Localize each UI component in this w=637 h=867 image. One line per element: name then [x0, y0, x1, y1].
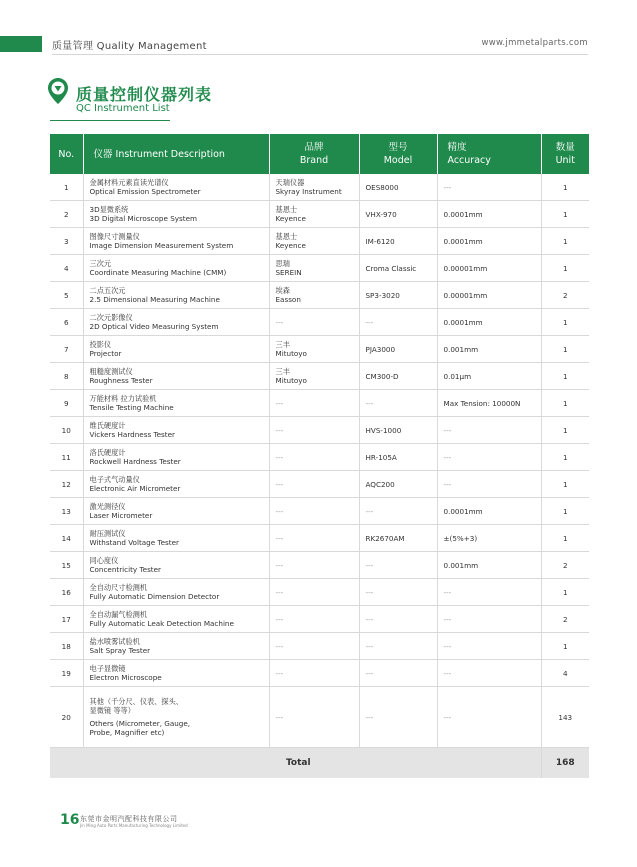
- table-row: [50, 228, 589, 255]
- cell-brand: [269, 336, 359, 363]
- cell-accuracy: ---: [437, 579, 541, 606]
- cell-quantity: 1: [541, 363, 589, 390]
- description-en: Coordinate Measuring Machine (CMM): [89, 268, 227, 277]
- cell-quantity: 1: [541, 174, 589, 201]
- description-cn: 盐水喷雾试验机: [89, 637, 140, 646]
- description-en: Concentricity Tester: [89, 565, 162, 574]
- description-en: Vickers Hardness Tester: [89, 430, 175, 439]
- description-cn-line-2: 显微镜 等等）: [89, 706, 135, 715]
- table-row: [50, 579, 589, 606]
- cell-accuracy: Max Tension: 10000N: [437, 390, 541, 417]
- description-cn: 二次元影像仪: [89, 313, 133, 322]
- description-en: Laser Micrometer: [89, 511, 153, 520]
- footer-company-cn: 东莞市金明汽配科技有限公司: [80, 815, 178, 823]
- cell-no: 7: [50, 336, 83, 363]
- brand-en: Keyence: [275, 241, 306, 250]
- description-cn: 洛氏硬度计: [89, 448, 126, 457]
- cell-quantity: 1: [541, 390, 589, 417]
- description-en: Fully Automatic Leak Detection Machine: [89, 619, 234, 628]
- cell-no: 8: [50, 363, 83, 390]
- cell-model: AQC200: [359, 471, 437, 498]
- cell-no: 15: [50, 552, 83, 579]
- description-en: Projector: [89, 349, 122, 358]
- brand-cn: 三丰: [275, 340, 290, 349]
- brand-en: Easson: [275, 295, 301, 304]
- cell-accuracy: ---: [437, 606, 541, 633]
- title-underline: [50, 120, 170, 121]
- cell-brand: [269, 309, 359, 336]
- brand-cn: ---: [275, 452, 284, 462]
- brand-cn: 三丰: [275, 367, 290, 376]
- cell-brand: [269, 498, 359, 525]
- cell-brand: [269, 444, 359, 471]
- brand-cn: ---: [275, 668, 284, 678]
- brand-cn: ---: [275, 398, 284, 408]
- brand-cn: 基恩士: [275, 205, 298, 214]
- cell-brand: [269, 660, 359, 687]
- header-url[interactable]: www.jmmetalparts.com: [481, 38, 588, 48]
- brand-cn: ---: [275, 506, 284, 516]
- description-en: 2.5 Dimensional Measuring Machine: [89, 295, 220, 304]
- cell-description: [83, 363, 269, 390]
- cell-no: 4: [50, 255, 83, 282]
- cell-accuracy: 0.0001mm: [437, 309, 541, 336]
- cell-no: 20: [50, 687, 83, 748]
- table-row: [50, 282, 589, 309]
- cell-model: SP3-3020: [359, 282, 437, 309]
- description-en: Rockwell Hardness Tester: [89, 457, 181, 466]
- description-cn: 耐压测试仪: [89, 529, 126, 538]
- cell-no: 9: [50, 390, 83, 417]
- cell-accuracy: 0.001mm: [437, 552, 541, 579]
- cell-description: [83, 660, 269, 687]
- description-cn: 万能材料 拉力试验机: [89, 394, 157, 403]
- table-row: [50, 633, 589, 660]
- cell-brand: [269, 201, 359, 228]
- brand-en: Mitutoyo: [275, 376, 307, 385]
- cell-description: [83, 282, 269, 309]
- cell-no: 19: [50, 660, 83, 687]
- cell-accuracy: ---: [437, 633, 541, 660]
- cell-brand: [269, 417, 359, 444]
- cell-description: [83, 417, 269, 444]
- cell-quantity: 1: [541, 579, 589, 606]
- description-cn: 粗糙度测试仪: [89, 367, 133, 376]
- description-cn: 二点五次元: [89, 286, 126, 295]
- description-en: Electron Microscope: [89, 673, 162, 682]
- column-header-no: No.: [50, 134, 83, 174]
- cell-model: ---: [359, 687, 437, 748]
- cell-description: [83, 471, 269, 498]
- cell-quantity: 1: [541, 471, 589, 498]
- cell-model: Croma Classic: [359, 255, 437, 282]
- table-row: [50, 309, 589, 336]
- cell-quantity: 143: [541, 687, 589, 748]
- cell-no: 3: [50, 228, 83, 255]
- cell-brand: [269, 471, 359, 498]
- column-header-accuracy: 精度 Accuracy: [437, 134, 541, 174]
- cell-model: PJA3000: [359, 336, 437, 363]
- cell-description: [83, 444, 269, 471]
- description-en: Withstand Voltage Tester: [89, 538, 179, 547]
- brand-cn: ---: [275, 587, 284, 597]
- header-accent-bar: [0, 36, 42, 52]
- cell-brand: [269, 552, 359, 579]
- cell-model: CM300-D: [359, 363, 437, 390]
- total-value: 168: [541, 748, 589, 779]
- cell-description: [83, 336, 269, 363]
- cell-model: ---: [359, 552, 437, 579]
- cell-no: 12: [50, 471, 83, 498]
- brand-en: SEREIN: [275, 268, 302, 277]
- description-cn: 图像尺寸测量仪: [89, 232, 140, 241]
- cell-accuracy: ---: [437, 174, 541, 201]
- description-cn-line-1: 其他（千分尺、仪表、探头、: [89, 697, 183, 706]
- cell-model: RK2670AM: [359, 525, 437, 552]
- cell-quantity: 1: [541, 417, 589, 444]
- table-row: [50, 255, 589, 282]
- table-header-row: [50, 134, 589, 174]
- cell-brand: ---: [269, 687, 359, 748]
- brand-cn: 思瑞: [275, 259, 290, 268]
- cell-brand: [269, 255, 359, 282]
- description-en: Image Dimension Measurement System: [89, 241, 234, 250]
- table-row: [50, 525, 589, 552]
- cell-quantity: 1: [541, 444, 589, 471]
- brand-en: Skyray Instrument: [275, 187, 342, 196]
- description-en: Salt Spray Tester: [89, 646, 151, 655]
- cell-accuracy: ---: [437, 687, 541, 748]
- cell-accuracy: 0.00001mm: [437, 255, 541, 282]
- cell-accuracy: 0.00001mm: [437, 282, 541, 309]
- brand-cn: ---: [275, 614, 284, 624]
- instrument-table: [50, 134, 589, 778]
- page-number: 16: [60, 812, 80, 828]
- cell-model: IM-6120: [359, 228, 437, 255]
- cell-description: [83, 390, 269, 417]
- description-cn: 全自动尺寸检测机: [89, 583, 148, 592]
- cell-no: 1: [50, 174, 83, 201]
- cell-quantity: 1: [541, 498, 589, 525]
- description-en: 2D Optical Video Measuring System: [89, 322, 219, 331]
- header-title: 质量管理 Quality Management: [52, 41, 207, 52]
- total-label: Total: [50, 748, 541, 779]
- brand-cn: ---: [275, 479, 284, 489]
- column-header-description: 仪器 Instrument Description: [83, 134, 269, 174]
- table-row: [50, 390, 589, 417]
- cell-quantity: 1: [541, 255, 589, 282]
- table-row: [50, 498, 589, 525]
- description-en: Roughness Tester: [89, 376, 153, 385]
- page-subtitle: QC Instrument List: [76, 103, 170, 114]
- cell-no: 17: [50, 606, 83, 633]
- table-row: [50, 687, 589, 748]
- cell-model: ---: [359, 606, 437, 633]
- table-row: [50, 552, 589, 579]
- description-en: Optical Emission Spectrometer: [89, 187, 201, 196]
- brand-cn: ---: [275, 533, 284, 543]
- cell-brand: [269, 525, 359, 552]
- brand-cn: 基恩士: [275, 232, 298, 241]
- cell-quantity: 1: [541, 228, 589, 255]
- description-en: Fully Automatic Dimension Detector: [89, 592, 220, 601]
- cell-model: ---: [359, 579, 437, 606]
- cell-accuracy: 0.0001mm: [437, 228, 541, 255]
- table-row: [50, 444, 589, 471]
- cell-brand: [269, 282, 359, 309]
- column-header-model: 型号 Model: [359, 134, 437, 174]
- cell-description: [83, 687, 269, 748]
- cell-model: VHX-970: [359, 201, 437, 228]
- description-cn: 同心度仪: [89, 556, 119, 565]
- brand-cn: ---: [275, 641, 284, 651]
- column-header-quantity: 数量 Unit: [541, 134, 589, 174]
- description-cn: 维氏硬度计: [89, 421, 126, 430]
- cell-no: 16: [50, 579, 83, 606]
- column-header-brand: 品牌 Brand: [269, 134, 359, 174]
- cell-model: HR-105A: [359, 444, 437, 471]
- description-en: 3D Digital Microscope System: [89, 214, 197, 223]
- cell-description: [83, 228, 269, 255]
- cell-quantity: 2: [541, 282, 589, 309]
- cell-accuracy: ---: [437, 660, 541, 687]
- description-cn: 激光测径仪: [89, 502, 126, 511]
- table-row: [50, 201, 589, 228]
- pin-icon: [48, 78, 68, 104]
- description-en-line-2: Probe, Magnifier etc): [89, 728, 165, 737]
- cell-no: 10: [50, 417, 83, 444]
- footer-company-en: Jin Ming Auto Parts Manufacturing Technology Limited: [80, 823, 188, 828]
- cell-no: 6: [50, 309, 83, 336]
- cell-brand: [269, 633, 359, 660]
- cell-brand: [269, 579, 359, 606]
- cell-model: ---: [359, 390, 437, 417]
- brand-cn: ---: [275, 317, 284, 327]
- cell-model: OES8000: [359, 174, 437, 201]
- header-divider: [52, 54, 588, 55]
- brand-cn: 埃森: [275, 286, 290, 295]
- cell-brand: [269, 228, 359, 255]
- table-row: [50, 336, 589, 363]
- table-row: [50, 660, 589, 687]
- cell-quantity: 1: [541, 525, 589, 552]
- description-en: Tensile Testing Machine: [89, 403, 174, 412]
- description-cn: 投影仪: [89, 340, 112, 349]
- cell-description: [83, 525, 269, 552]
- cell-quantity: 1: [541, 309, 589, 336]
- cell-accuracy: 0.001mm: [437, 336, 541, 363]
- description-en: Electronic Air Micrometer: [89, 484, 181, 493]
- cell-description: [83, 633, 269, 660]
- description-cn: 三次元: [89, 259, 112, 268]
- cell-no: 2: [50, 201, 83, 228]
- table-row: [50, 363, 589, 390]
- cell-quantity: 1: [541, 633, 589, 660]
- cell-brand: [269, 363, 359, 390]
- cell-quantity: 2: [541, 552, 589, 579]
- description-cn: 金属材料元素直读光谱仪: [89, 178, 169, 187]
- description-cn: 3D显微系统: [89, 205, 129, 214]
- page-title: 质量控制仪器列表: [76, 85, 213, 104]
- cell-accuracy: 0.0001mm: [437, 201, 541, 228]
- cell-description: [83, 606, 269, 633]
- brand-cn: ---: [275, 560, 284, 570]
- table-total-row: [50, 748, 589, 779]
- cell-description: [83, 174, 269, 201]
- cell-no: 18: [50, 633, 83, 660]
- table-row: [50, 417, 589, 444]
- description-en-line-1: Others (Micrometer, Gauge,: [89, 719, 191, 728]
- cell-accuracy: ±(5%+3): [437, 525, 541, 552]
- cell-description: [83, 255, 269, 282]
- cell-description: [83, 552, 269, 579]
- cell-quantity: 1: [541, 201, 589, 228]
- cell-accuracy: ---: [437, 471, 541, 498]
- cell-accuracy: 0.0001mm: [437, 498, 541, 525]
- table-row: [50, 174, 589, 201]
- cell-quantity: 4: [541, 660, 589, 687]
- cell-no: 14: [50, 525, 83, 552]
- cell-accuracy: ---: [437, 417, 541, 444]
- cell-accuracy: 0.01μm: [437, 363, 541, 390]
- table-row: [50, 471, 589, 498]
- cell-model: ---: [359, 309, 437, 336]
- table-row: [50, 606, 589, 633]
- cell-brand: [269, 390, 359, 417]
- cell-no: 13: [50, 498, 83, 525]
- cell-model: ---: [359, 633, 437, 660]
- description-cn: 全自动漏气检测机: [89, 610, 148, 619]
- cell-brand: [269, 606, 359, 633]
- cell-no: 5: [50, 282, 83, 309]
- cell-model: HVS-1000: [359, 417, 437, 444]
- brand-cn: ---: [275, 425, 284, 435]
- cell-description: [83, 498, 269, 525]
- cell-description: [83, 309, 269, 336]
- brand-en: Mitutoyo: [275, 349, 307, 358]
- brand-cn: 天瑞仪器: [275, 178, 305, 187]
- cell-no: 11: [50, 444, 83, 471]
- brand-en: Keyence: [275, 214, 306, 223]
- cell-quantity: 2: [541, 606, 589, 633]
- cell-model: ---: [359, 660, 437, 687]
- cell-description: [83, 579, 269, 606]
- description-cn: 电子显微镜: [89, 664, 126, 673]
- cell-model: ---: [359, 498, 437, 525]
- description-cn: 电子式气动量仪: [89, 475, 140, 484]
- cell-quantity: 1: [541, 336, 589, 363]
- cell-accuracy: ---: [437, 444, 541, 471]
- cell-brand: [269, 174, 359, 201]
- cell-description: [83, 201, 269, 228]
